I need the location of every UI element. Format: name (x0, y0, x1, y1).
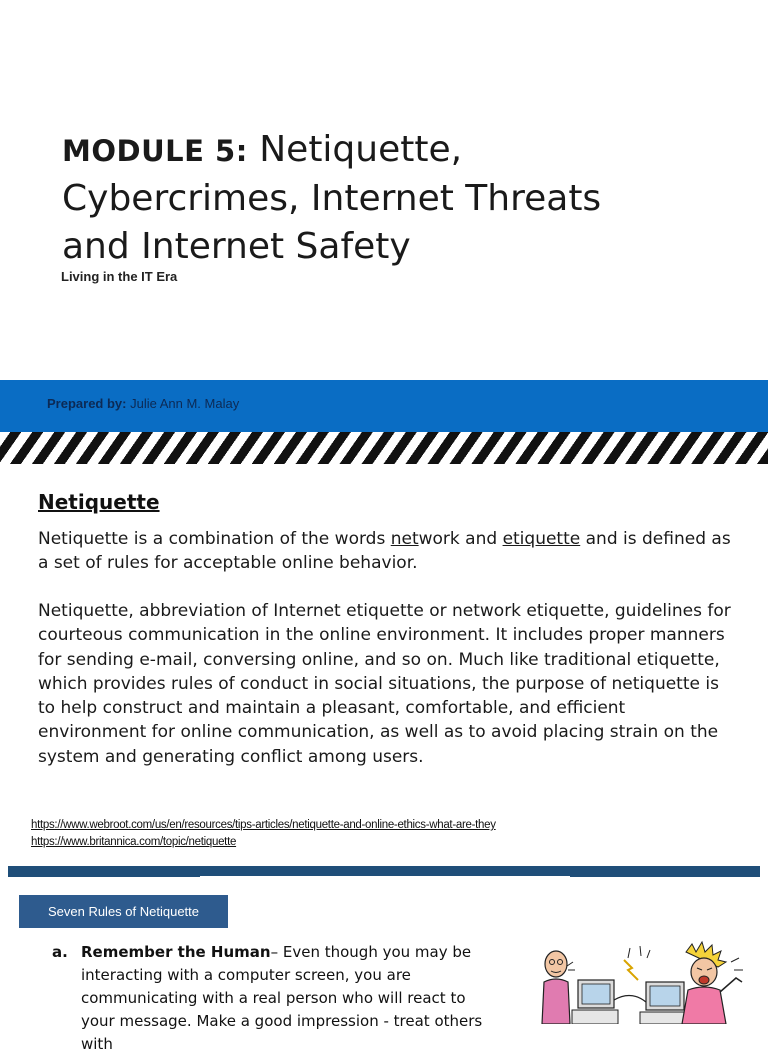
para1-text-1: Netiquette is a combination of the words (38, 529, 391, 549)
module-label: MODULE 5: (62, 134, 248, 168)
subtitle: Living in the IT Era (61, 269, 178, 284)
title-line-2: Cybercrimes, Internet Threats (62, 178, 602, 219)
description-paragraph: Netiquette, abbreviation of Internet etiquette or network etiquette, guidelines for courteous communication in the online environment. It includes proper manners for sending e-mail, conversing online, and so on. Much like traditional etiquette, which provides rules of conduct in social situations, the purpose of netiquette is to help construct and maintain a pleasant, comfortable, and efficient environment for online communication, as well as to avoid placing strain on the system and generating conflict among users. (38, 601, 731, 767)
angry-computer-users-icon (536, 940, 746, 1024)
page-title (62, 126, 702, 271)
rule-item (52, 941, 502, 1056)
para1-underline-etiquette: etiquette (502, 529, 581, 549)
title-line-3: and Internet Safety (62, 226, 411, 267)
definition-paragraph (38, 527, 738, 576)
rule-body (81, 941, 502, 1056)
prepared-label: Prepared by: (47, 396, 127, 411)
prepared-by (47, 396, 239, 411)
para1-underline-net: net (390, 529, 419, 549)
rule-title: Remember the Human (81, 943, 271, 961)
title-line-1 (62, 126, 702, 175)
navy-divider-highlight (200, 876, 570, 877)
rules-section-tab: Seven Rules of Netiquette (19, 895, 228, 928)
section-heading: Netiquette (38, 490, 160, 514)
prepared-name: Julie Ann M. Malay (126, 396, 240, 411)
reference-link-webroot[interactable]: https://www.webroot.com/us/en/resources/tips-articles/netiquette-and-online-ethics-what-are-they (31, 819, 496, 831)
rule-text: – Even though you may be interacting with a computer screen, you are communicating with a real person who will react to your message. Make a good impression - treat others with (81, 943, 483, 1053)
reference-link-britannica[interactable]: https://www.britannica.com/topic/netiquette (31, 836, 237, 848)
title-text-1: Netiquette, (247, 129, 463, 170)
rule-letter: a. (52, 943, 68, 961)
para1-text-3: and is defined as a set of rules for acceptable online behavior. (38, 529, 731, 574)
para1-text-2: work and (418, 529, 503, 549)
stripe-separator (0, 432, 768, 464)
